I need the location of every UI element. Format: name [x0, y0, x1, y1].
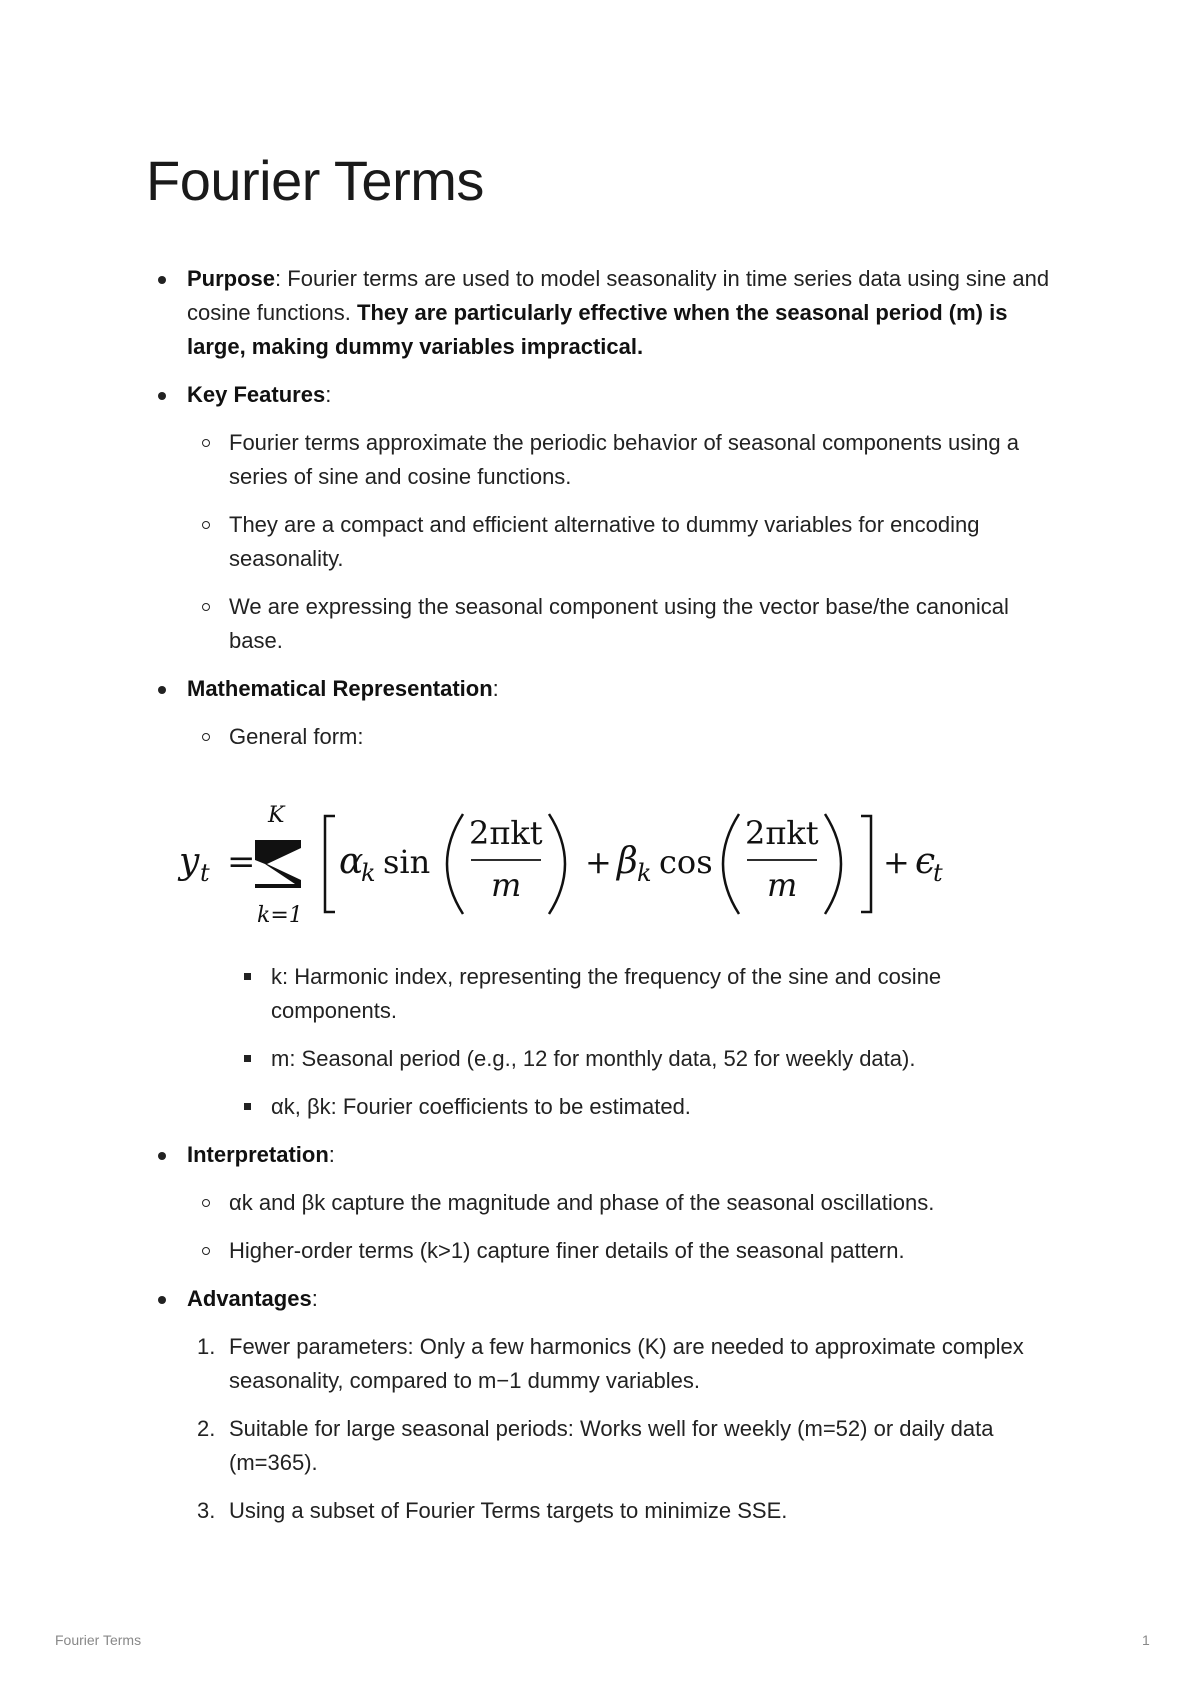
sigma-icon [255, 840, 301, 888]
formula-denominator: m [491, 866, 522, 904]
formula-alpha: α [339, 841, 364, 882]
formula-block [139, 760, 1055, 946]
advantages-list [187, 1330, 1055, 1528]
list-item: m: Seasonal period (e.g., 12 for monthly data, 52 for weekly data). [229, 1042, 1055, 1076]
left-paren-icon [447, 814, 463, 914]
left-bracket-icon [325, 816, 335, 912]
definitions-list [229, 960, 1055, 1124]
list-item: Fourier terms approximate the periodic behavior of seasonal components using a series of sine and cosine functions. [187, 426, 1055, 494]
list-item-key-features [155, 378, 1055, 658]
formula-beta-sub: k [637, 859, 652, 887]
item-text: Using a subset of Fourier Terms targets to minimize SSE. [229, 1498, 788, 1523]
colon: : [275, 266, 282, 291]
colon: : [492, 676, 499, 701]
formula-beta: β [617, 841, 638, 882]
item-text: Suitable for large seasonal periods: Works well for weekly (m=52) or daily data (m=365). [229, 1416, 994, 1475]
colon: : [328, 1142, 335, 1167]
key-features-sublist [187, 426, 1055, 658]
colon: : [325, 382, 332, 407]
math-sublist [179, 720, 1055, 1124]
list-item [187, 1494, 1055, 1528]
left-paren-icon [723, 814, 739, 914]
list-item: They are a compact and efficient alternative to dummy variables for encoding seasonality. [187, 508, 1055, 576]
formula-denominator: m [767, 866, 798, 904]
formula-lhs-sub: t [200, 859, 210, 887]
footer-title: Fourier Terms [55, 1632, 142, 1648]
fourier-formula [139, 760, 989, 946]
list-item-math-representation [155, 672, 1055, 1124]
list-item-interpretation [155, 1138, 1055, 1268]
page-title: Fourier Terms [146, 149, 484, 212]
formula-epsilon: ϵ [915, 841, 936, 882]
item-number: 3. [197, 1498, 216, 1523]
math-representation-label: Mathematical Representation [187, 676, 493, 701]
purpose-label: Purpose [187, 266, 276, 291]
footer-page-number: 1 [1142, 1632, 1150, 1648]
formula-lhs: y [179, 841, 200, 882]
formula-plus: + [883, 843, 910, 881]
formula-numerator: 2πkt [745, 814, 819, 852]
formula-epsilon-sub: t [933, 859, 943, 887]
general-form-label: General form: [229, 724, 364, 749]
formula-numerator: 2πkt [469, 814, 543, 852]
list-item [187, 1330, 1055, 1398]
item-number: 2. [197, 1416, 216, 1441]
list-item: αk and βk capture the magnitude and phase of the seasonal oscillations. [187, 1186, 1055, 1220]
purpose-text: Fourier terms are used to model seasonality in time series data using sine and cosine functions. [187, 266, 1050, 325]
right-paren-icon [549, 814, 565, 914]
item-number: 1. [197, 1334, 216, 1359]
list-item-general-form [179, 720, 1055, 1124]
formula-equals: = [227, 842, 256, 882]
list-item: We are expressing the seasonal component using the vector base/the canonical base. [187, 590, 1055, 658]
right-paren-icon [825, 814, 841, 914]
interpretation-label: Interpretation [187, 1142, 329, 1167]
purpose-bold-text: They are particularly effective when the seasonal period (m) is large, making dummy variables impractical. [187, 300, 1008, 359]
advantages-label: Advantages [187, 1286, 312, 1311]
main-content [155, 262, 1055, 1542]
formula-sin: sin [383, 843, 431, 881]
list-item: Higher-order terms (k>1) capture finer details of the seasonal pattern. [187, 1234, 1055, 1268]
formula-cos: cos [659, 843, 713, 881]
list-item [187, 1412, 1055, 1480]
formula-plus: + [585, 843, 612, 881]
formula-sum-lower: k=1 [257, 903, 303, 928]
colon: : [311, 1286, 318, 1311]
list-item: k: Harmonic index, representing the frequency of the sine and cosine components. [229, 960, 1055, 1028]
list-item: αk, βk: Fourier coefficients to be estimated. [229, 1090, 1055, 1124]
right-bracket-icon [861, 816, 871, 912]
list-item-purpose [155, 262, 1055, 364]
top-level-list [155, 262, 1055, 1528]
formula-sum-upper: K [268, 803, 285, 828]
list-item-advantages [155, 1282, 1055, 1528]
item-text: Fewer parameters: Only a few harmonics (K) are needed to approximate complex seasonality, compared to m−1 dummy variables. [229, 1334, 1024, 1393]
key-features-label: Key Features [187, 382, 326, 407]
formula-alpha-sub: k [361, 859, 376, 887]
interpretation-sublist [187, 1186, 1055, 1268]
